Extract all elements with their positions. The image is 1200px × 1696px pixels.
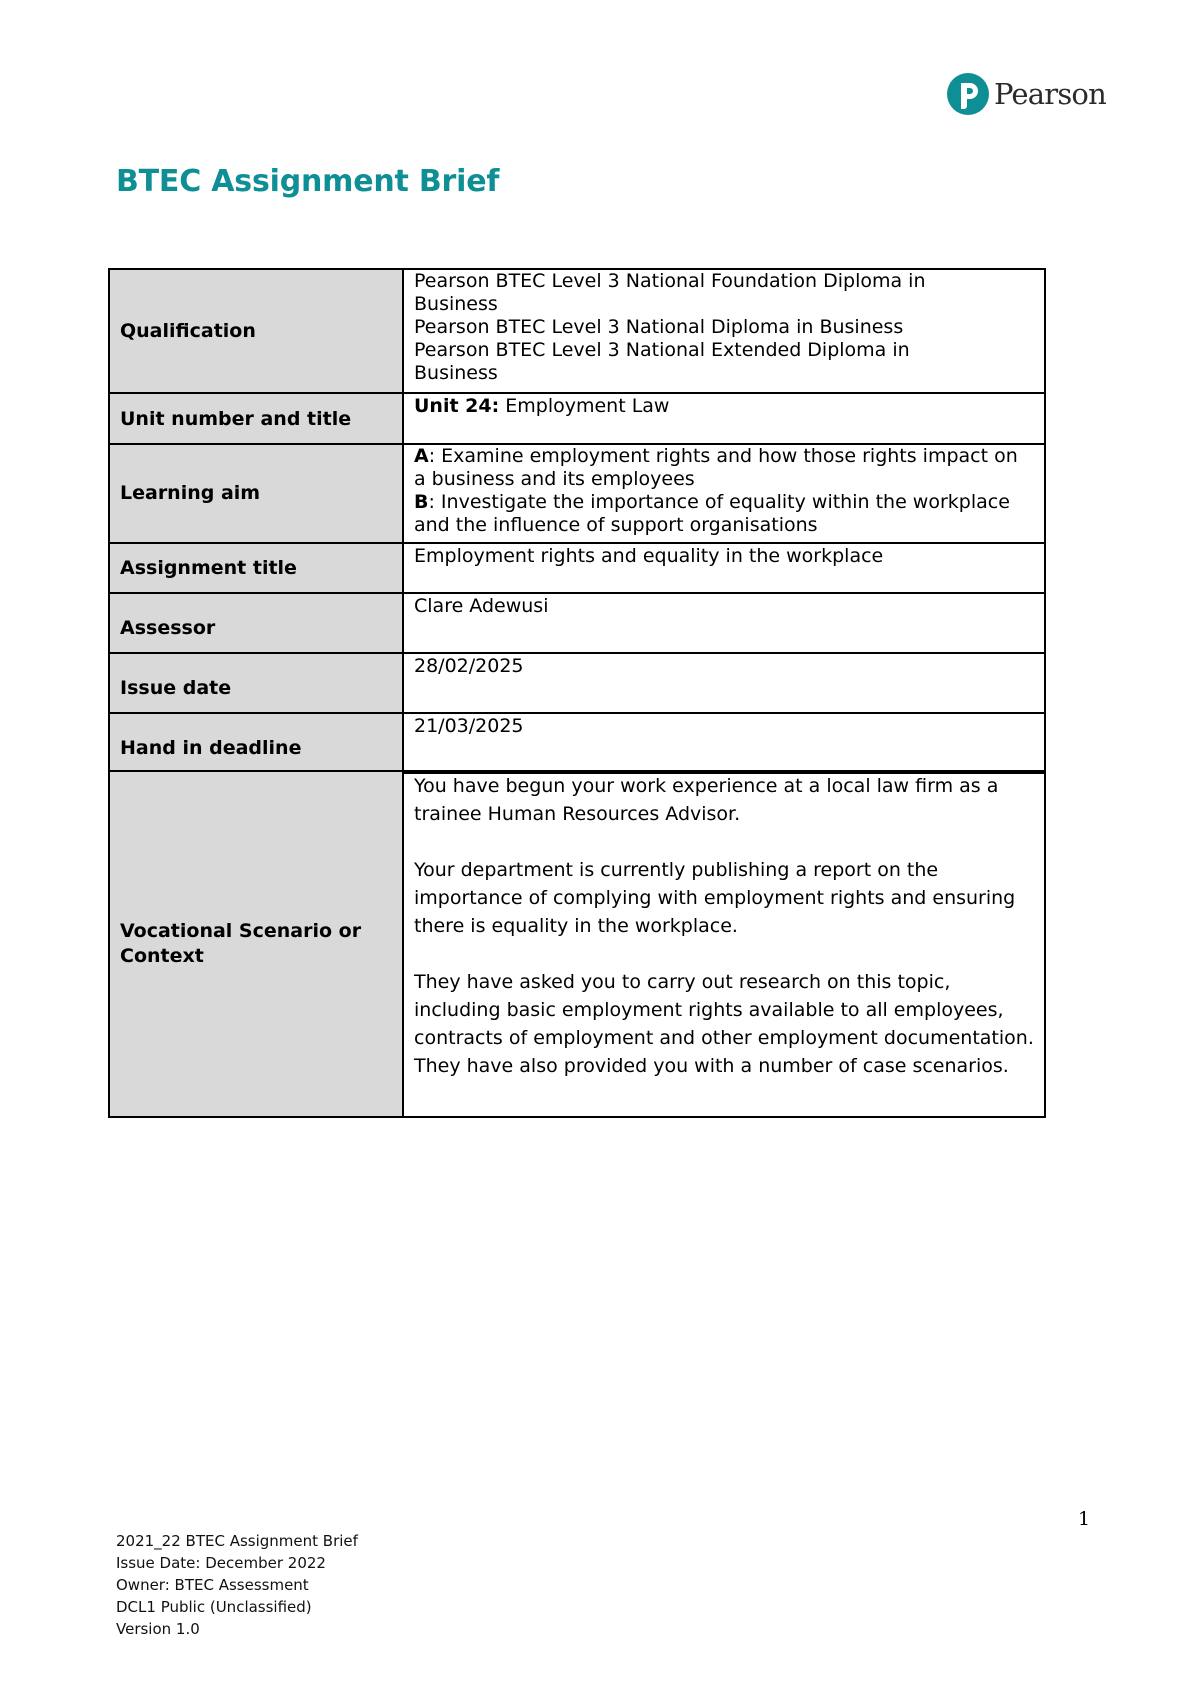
assessor-label: Assessor	[109, 593, 403, 653]
unit-value	[403, 393, 1045, 444]
assessor-row	[109, 593, 1045, 653]
assignment-title-label: Assignment title	[109, 543, 403, 593]
assignment-title-value: Employment rights and equality in the workplace	[403, 543, 1045, 593]
unit-number: Unit 24:	[414, 395, 500, 417]
issue-date-value: 28/02/2025	[403, 653, 1045, 713]
footer-line: Issue Date: December 2022	[116, 1554, 326, 1572]
scenario-row	[109, 771, 1045, 1117]
assessor-value: Clare Adewusi	[403, 593, 1045, 653]
aim-a-text: : Examine employment rights and how those rights impact on a business and its employees	[414, 445, 1018, 490]
scenario-paragraph: Your department is currently publishing a report on the importance of complying with employment rights and ensuring there is equality in the workplace.	[414, 859, 1016, 937]
qualification-line: Pearson BTEC Level 3 National Foundation Diploma in	[414, 270, 926, 292]
assignment-details-table	[108, 268, 1046, 774]
qualification-value	[403, 269, 1045, 393]
learning-aim-a	[414, 445, 1034, 491]
unit-title: Employment Law	[499, 395, 670, 417]
aim-b-letter: B	[414, 491, 429, 513]
qualification-line: Pearson BTEC Level 3 National Diploma in Business	[414, 316, 904, 338]
assignment-title-row	[109, 543, 1045, 593]
qualification-line: Pearson BTEC Level 3 National Extended Diploma in	[414, 339, 910, 361]
aim-a-letter: A	[414, 445, 429, 467]
issue-date-row	[109, 653, 1045, 713]
learning-aim-b	[414, 491, 1034, 537]
learning-aim-row	[109, 444, 1045, 543]
footer-line: DCL1 Public (Unclassified)	[116, 1598, 312, 1616]
pearson-wordmark: Pearson	[994, 77, 1106, 111]
deadline-row	[109, 713, 1045, 773]
learning-aim-value	[403, 444, 1045, 543]
unit-row	[109, 393, 1045, 444]
scenario-paragraph: You have begun your work experience at a local law firm as a trainee Human Resources Advisor.	[414, 775, 999, 825]
scenario-table	[108, 770, 1046, 1118]
aim-b-text: : Investigate the importance of equality within the workplace and the influence of support organisations	[414, 491, 1010, 536]
unit-label: Unit number and title	[109, 393, 403, 444]
deadline-value: 21/03/2025	[403, 713, 1045, 773]
qualification-line: Business	[414, 362, 498, 384]
scenario-paragraph: They have asked you to carry out research on this topic, including basic employment rights available to all employees, contracts of employment and other employment documentation. They have also provided you with a number of case scenarios.	[414, 971, 1034, 1077]
learning-aim-label: Learning aim	[109, 444, 403, 543]
page-number: 1	[1078, 1508, 1091, 1530]
deadline-label: Hand in deadline	[109, 713, 403, 773]
footer-line: 2021_22 BTEC Assignment Brief	[116, 1532, 358, 1550]
qualification-label: Qualification	[109, 269, 403, 393]
qualification-row	[109, 269, 1045, 393]
issue-date-label: Issue date	[109, 653, 403, 713]
scenario-label: Vocational Scenario or Context	[109, 771, 403, 1117]
pearson-logo-icon	[946, 72, 990, 116]
qualification-line: Business	[414, 293, 498, 315]
footer-line: Owner: BTEC Assessment	[116, 1576, 309, 1594]
document-title: BTEC Assignment Brief	[116, 164, 500, 199]
pearson-logo	[946, 72, 1106, 116]
footer-line: Version 1.0	[116, 1620, 200, 1638]
document-footer	[116, 1530, 358, 1640]
scenario-text	[403, 771, 1045, 1117]
